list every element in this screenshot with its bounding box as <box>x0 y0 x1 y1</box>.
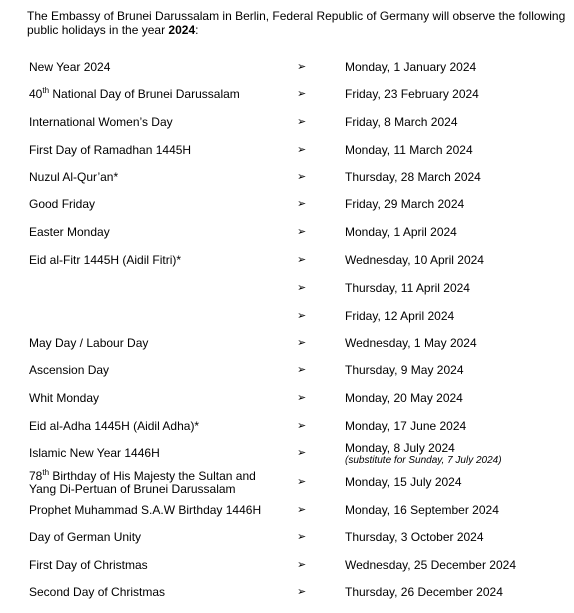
holiday-row <box>0 282 574 310</box>
holiday-row <box>0 337 574 365</box>
intro-year: 2024 <box>168 23 196 37</box>
holiday-row <box>0 559 574 587</box>
holiday-date: Friday, 23 February 2024 <box>345 87 479 101</box>
holiday-row <box>0 504 574 532</box>
holiday-name: Ascension Day <box>29 363 110 377</box>
holiday-date: Monday, 1 April 2024 <box>345 225 457 239</box>
holiday-date-note: (substitute for Sunday, 7 July 2024) <box>345 455 502 466</box>
holiday-date: Friday, 8 March 2024 <box>345 115 458 129</box>
holiday-row <box>0 392 574 420</box>
holiday-name <box>29 470 279 496</box>
holiday-name: Good Friday <box>29 197 96 211</box>
arrow-bullet-icon: ➢ <box>297 88 307 100</box>
holiday-date <box>345 442 570 467</box>
holiday-name: International Women’s Day <box>29 115 173 129</box>
ordinal-suffix: th <box>42 86 50 95</box>
arrow-bullet-icon: ➢ <box>297 254 307 266</box>
holiday-name <box>29 88 279 101</box>
holiday-row <box>0 254 574 282</box>
holiday-name: May Day / Labour Day <box>29 336 149 350</box>
holiday-row <box>0 364 574 392</box>
holiday-name: Day of German Unity <box>29 530 142 544</box>
holiday-row <box>0 531 574 559</box>
holiday-row <box>0 470 574 500</box>
holiday-date: Thursday, 11 April 2024 <box>345 281 470 295</box>
arrow-bullet-icon: ➢ <box>297 116 307 128</box>
holiday-row <box>0 198 574 226</box>
holiday-date: Friday, 12 April 2024 <box>345 309 455 323</box>
holiday-name-text: National Day of Brunei Darussalam <box>49 87 240 101</box>
holiday-date: Monday, 15 July 2024 <box>345 475 462 489</box>
arrow-bullet-icon: ➢ <box>297 476 307 488</box>
ordinal-number: 78 <box>29 469 43 483</box>
holiday-date: Wednesday, 25 December 2024 <box>345 558 516 572</box>
arrow-bullet-icon: ➢ <box>297 447 307 459</box>
holiday-row <box>0 442 574 472</box>
holiday-name: Nuzul Al-Qur’an* <box>29 170 119 184</box>
arrow-bullet-icon: ➢ <box>297 392 307 404</box>
holiday-date: Monday, 16 September 2024 <box>345 503 499 517</box>
holiday-row <box>0 171 574 199</box>
holiday-name: Easter Monday <box>29 225 110 239</box>
holiday-date: Friday, 29 March 2024 <box>345 197 465 211</box>
arrow-bullet-icon: ➢ <box>297 559 307 571</box>
holiday-name: First Day of Ramadhan 1445H <box>29 143 192 157</box>
arrow-bullet-icon: ➢ <box>297 226 307 238</box>
holiday-date: Monday, 1 January 2024 <box>345 60 477 74</box>
ordinal-number: 40 <box>29 87 43 101</box>
holiday-date: Thursday, 3 October 2024 <box>345 530 484 544</box>
holiday-name: Second Day of Christmas <box>29 585 166 599</box>
holiday-date: Thursday, 9 May 2024 <box>345 363 464 377</box>
holiday-row <box>0 144 574 172</box>
holiday-row <box>0 226 574 254</box>
holiday-name-text: Birthday of His Majesty the Sultan and <box>49 469 256 483</box>
holiday-date: Thursday, 26 December 2024 <box>345 585 503 599</box>
holiday-row <box>0 116 574 144</box>
arrow-bullet-icon: ➢ <box>297 171 307 183</box>
holiday-date-text: Monday, 8 July 2024 <box>345 441 455 455</box>
arrow-bullet-icon: ➢ <box>297 531 307 543</box>
holiday-row <box>0 61 574 89</box>
holiday-name: Islamic New Year 1446H <box>29 446 160 460</box>
arrow-bullet-icon: ➢ <box>297 364 307 376</box>
intro-colon: : <box>195 23 199 37</box>
arrow-bullet-icon: ➢ <box>297 504 307 516</box>
arrow-bullet-icon: ➢ <box>297 198 307 210</box>
holiday-date: Wednesday, 10 April 2024 <box>345 253 484 267</box>
arrow-bullet-icon: ➢ <box>297 310 307 322</box>
holiday-date: Wednesday, 1 May 2024 <box>345 336 477 350</box>
holiday-name-line2: Yang Di-Pertuan of Brunei Darussalam <box>29 482 236 496</box>
holiday-name: New Year 2024 <box>29 60 111 74</box>
arrow-bullet-icon: ➢ <box>297 420 307 432</box>
arrow-bullet-icon: ➢ <box>297 144 307 156</box>
holiday-row <box>0 310 574 338</box>
holiday-date: Monday, 11 March 2024 <box>345 143 473 157</box>
holiday-row <box>0 88 574 116</box>
arrow-bullet-icon: ➢ <box>297 337 307 349</box>
holiday-name: Eid al-Adha 1445H (Aidil Adha)* <box>29 419 200 433</box>
arrow-bullet-icon: ➢ <box>297 282 307 294</box>
holiday-name: Whit Monday <box>29 391 100 405</box>
holiday-date: Thursday, 28 March 2024 <box>345 170 481 184</box>
holiday-date: Monday, 17 June 2024 <box>345 419 467 433</box>
ordinal-suffix: th <box>42 468 50 477</box>
intro-text: The Embassy of Brunei Darussalam in Berlin, Federal Republic of Germany will observe the following public holidays in the year <box>27 9 566 37</box>
holiday-name: First Day of Christmas <box>29 558 148 572</box>
holiday-date: Monday, 20 May 2024 <box>345 391 463 405</box>
arrow-bullet-icon: ➢ <box>297 586 307 598</box>
holiday-name: Prophet Muhammad S.A.W Birthday 1446H <box>29 503 262 517</box>
holiday-row <box>0 586 574 612</box>
holiday-name: Eid al-Fitr 1445H (Aidil Fitri)* <box>29 253 182 267</box>
arrow-bullet-icon: ➢ <box>297 61 307 73</box>
